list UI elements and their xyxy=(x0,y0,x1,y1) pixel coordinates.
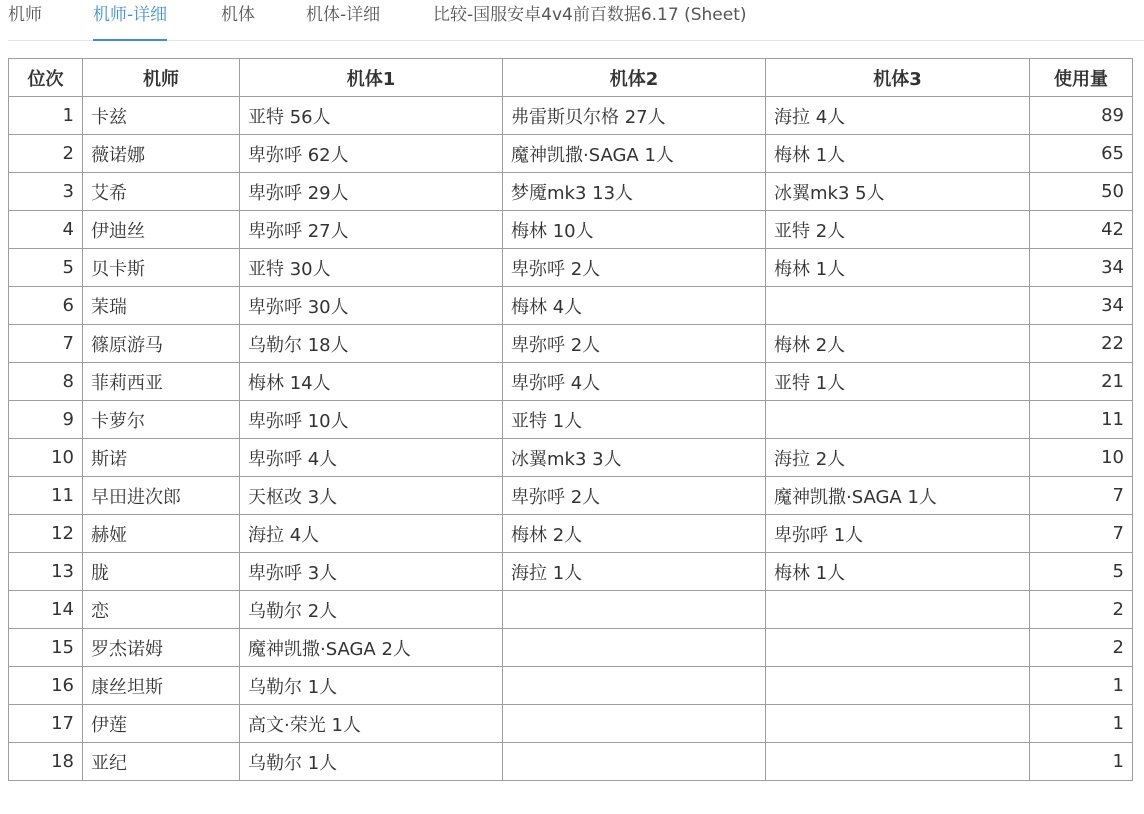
table-body xyxy=(9,97,1133,781)
cell-mech-2 xyxy=(503,629,766,667)
cell-mech-2: 海拉 1人 xyxy=(503,553,766,591)
cell-usage: 65 xyxy=(1030,135,1133,173)
cell-mech-3: 梅林 1人 xyxy=(766,249,1030,287)
table-row xyxy=(9,97,1133,135)
table-row xyxy=(9,287,1133,325)
cell-pilot: 康丝坦斯 xyxy=(83,667,240,705)
cell-mech-2 xyxy=(503,591,766,629)
cell-mech-1: 亚特 56人 xyxy=(240,97,503,135)
cell-mech-2: 魔神凯撒·SAGA 1人 xyxy=(503,135,766,173)
cell-mech-3 xyxy=(766,743,1030,781)
cell-mech-2: 梅林 2人 xyxy=(503,515,766,553)
cell-mech-3: 海拉 2人 xyxy=(766,439,1030,477)
header-rank: 位次 xyxy=(9,59,83,97)
cell-mech-3: 梅林 2人 xyxy=(766,325,1030,363)
cell-mech-3: 亚特 2人 xyxy=(766,211,1030,249)
cell-usage: 10 xyxy=(1030,439,1133,477)
cell-mech-1: 卑弥呼 27人 xyxy=(240,211,503,249)
cell-mech-2 xyxy=(503,667,766,705)
header-pilot: 机师 xyxy=(83,59,240,97)
table-row xyxy=(9,173,1133,211)
cell-mech-2: 卑弥呼 4人 xyxy=(503,363,766,401)
cell-pilot: 罗杰诺姆 xyxy=(83,629,240,667)
cell-pilot: 恋 xyxy=(83,591,240,629)
cell-mech-1: 天枢改 3人 xyxy=(240,477,503,515)
cell-usage: 89 xyxy=(1030,97,1133,135)
cell-pilot: 早田进次郎 xyxy=(83,477,240,515)
cell-mech-3: 海拉 4人 xyxy=(766,97,1030,135)
cell-rank: 3 xyxy=(9,173,83,211)
cell-rank: 11 xyxy=(9,477,83,515)
tab-pilots-detail[interactable]: 机师-详细 xyxy=(93,0,167,40)
cell-mech-1: 卑弥呼 29人 xyxy=(240,173,503,211)
table-row xyxy=(9,705,1133,743)
cell-pilot: 薇诺娜 xyxy=(83,135,240,173)
cell-mech-2: 梦魇mk3 13人 xyxy=(503,173,766,211)
cell-mech-1: 魔神凯撒·SAGA 2人 xyxy=(240,629,503,667)
cell-mech-1: 亚特 30人 xyxy=(240,249,503,287)
cell-mech-3 xyxy=(766,705,1030,743)
cell-pilot: 篠原游马 xyxy=(83,325,240,363)
cell-usage: 21 xyxy=(1030,363,1133,401)
cell-pilot: 卡兹 xyxy=(83,97,240,135)
table-row xyxy=(9,439,1133,477)
cell-mech-3: 魔神凯撒·SAGA 1人 xyxy=(766,477,1030,515)
cell-mech-1: 乌勒尔 2人 xyxy=(240,591,503,629)
header-mech-3: 机体3 xyxy=(766,59,1030,97)
cell-mech-2: 梅林 10人 xyxy=(503,211,766,249)
pilot-detail-table xyxy=(8,58,1133,781)
cell-mech-1: 卑弥呼 3人 xyxy=(240,553,503,591)
tab-mechs-detail[interactable]: 机体-详细 xyxy=(306,5,381,25)
cell-mech-3 xyxy=(766,629,1030,667)
table-row xyxy=(9,135,1133,173)
cell-mech-1: 卑弥呼 10人 xyxy=(240,401,503,439)
cell-mech-1: 高文·荣光 1人 xyxy=(240,705,503,743)
table-header-row xyxy=(9,59,1133,97)
cell-rank: 2 xyxy=(9,135,83,173)
cell-mech-1: 乌勒尔 1人 xyxy=(240,667,503,705)
cell-pilot: 伊迪丝 xyxy=(83,211,240,249)
cell-usage: 5 xyxy=(1030,553,1133,591)
cell-pilot: 贝卡斯 xyxy=(83,249,240,287)
cell-usage: 22 xyxy=(1030,325,1133,363)
cell-mech-3 xyxy=(766,401,1030,439)
sheet-tab-bar xyxy=(8,0,1144,41)
cell-mech-3: 梅林 1人 xyxy=(766,135,1030,173)
cell-rank: 17 xyxy=(9,705,83,743)
cell-usage: 11 xyxy=(1030,401,1133,439)
cell-rank: 18 xyxy=(9,743,83,781)
table-row xyxy=(9,249,1133,287)
cell-rank: 15 xyxy=(9,629,83,667)
tab-mechs[interactable]: 机体 xyxy=(221,5,255,25)
cell-mech-1: 卑弥呼 4人 xyxy=(240,439,503,477)
table-row xyxy=(9,743,1133,781)
cell-mech-2: 亚特 1人 xyxy=(503,401,766,439)
cell-mech-1: 卑弥呼 30人 xyxy=(240,287,503,325)
cell-usage: 7 xyxy=(1030,477,1133,515)
cell-usage: 42 xyxy=(1030,211,1133,249)
cell-pilot: 菲莉西亚 xyxy=(83,363,240,401)
cell-pilot: 赫娅 xyxy=(83,515,240,553)
tab-pilots[interactable]: 机师 xyxy=(8,5,42,25)
cell-mech-2 xyxy=(503,705,766,743)
cell-rank: 8 xyxy=(9,363,83,401)
table-row xyxy=(9,629,1133,667)
table-row xyxy=(9,477,1133,515)
cell-mech-3: 亚特 1人 xyxy=(766,363,1030,401)
cell-usage: 34 xyxy=(1030,249,1133,287)
cell-mech-2: 弗雷斯贝尔格 27人 xyxy=(503,97,766,135)
cell-rank: 1 xyxy=(9,97,83,135)
header-mech-2: 机体2 xyxy=(503,59,766,97)
cell-mech-3 xyxy=(766,667,1030,705)
cell-mech-1: 海拉 4人 xyxy=(240,515,503,553)
tab-comparison-sheet[interactable]: 比较-国服安卓4v4前百数据6.17 (Sheet) xyxy=(433,5,747,25)
cell-mech-1: 乌勒尔 1人 xyxy=(240,743,503,781)
cell-mech-2: 梅林 4人 xyxy=(503,287,766,325)
cell-rank: 13 xyxy=(9,553,83,591)
cell-usage: 1 xyxy=(1030,705,1133,743)
cell-pilot: 茉瑞 xyxy=(83,287,240,325)
cell-mech-3: 梅林 1人 xyxy=(766,553,1030,591)
cell-mech-1: 梅林 14人 xyxy=(240,363,503,401)
header-usage: 使用量 xyxy=(1030,59,1133,97)
cell-rank: 12 xyxy=(9,515,83,553)
cell-usage: 7 xyxy=(1030,515,1133,553)
cell-rank: 7 xyxy=(9,325,83,363)
cell-mech-3 xyxy=(766,591,1030,629)
cell-mech-2: 卑弥呼 2人 xyxy=(503,325,766,363)
cell-pilot: 卡萝尔 xyxy=(83,401,240,439)
cell-mech-1: 乌勒尔 18人 xyxy=(240,325,503,363)
cell-mech-2: 卑弥呼 2人 xyxy=(503,477,766,515)
cell-mech-3: 冰翼mk3 5人 xyxy=(766,173,1030,211)
cell-mech-1: 卑弥呼 62人 xyxy=(240,135,503,173)
cell-rank: 9 xyxy=(9,401,83,439)
cell-pilot: 艾希 xyxy=(83,173,240,211)
table-row xyxy=(9,667,1133,705)
table-row xyxy=(9,591,1133,629)
cell-usage: 1 xyxy=(1030,667,1133,705)
cell-pilot: 伊莲 xyxy=(83,705,240,743)
cell-usage: 2 xyxy=(1030,629,1133,667)
table-row xyxy=(9,211,1133,249)
cell-mech-3 xyxy=(766,287,1030,325)
table-row xyxy=(9,363,1133,401)
cell-mech-2: 卑弥呼 2人 xyxy=(503,249,766,287)
cell-usage: 34 xyxy=(1030,287,1133,325)
cell-usage: 1 xyxy=(1030,743,1133,781)
cell-usage: 2 xyxy=(1030,591,1133,629)
cell-rank: 14 xyxy=(9,591,83,629)
table-row xyxy=(9,325,1133,363)
cell-rank: 6 xyxy=(9,287,83,325)
cell-mech-2 xyxy=(503,743,766,781)
table-row xyxy=(9,553,1133,591)
table-row xyxy=(9,515,1133,553)
cell-usage: 50 xyxy=(1030,173,1133,211)
table-row xyxy=(9,401,1133,439)
cell-pilot: 亚纪 xyxy=(83,743,240,781)
cell-mech-2: 冰翼mk3 3人 xyxy=(503,439,766,477)
cell-mech-3: 卑弥呼 1人 xyxy=(766,515,1030,553)
cell-rank: 16 xyxy=(9,667,83,705)
cell-pilot: 斯诺 xyxy=(83,439,240,477)
cell-rank: 10 xyxy=(9,439,83,477)
cell-rank: 5 xyxy=(9,249,83,287)
header-mech-1: 机体1 xyxy=(240,59,503,97)
cell-pilot: 胧 xyxy=(83,553,240,591)
cell-rank: 4 xyxy=(9,211,83,249)
